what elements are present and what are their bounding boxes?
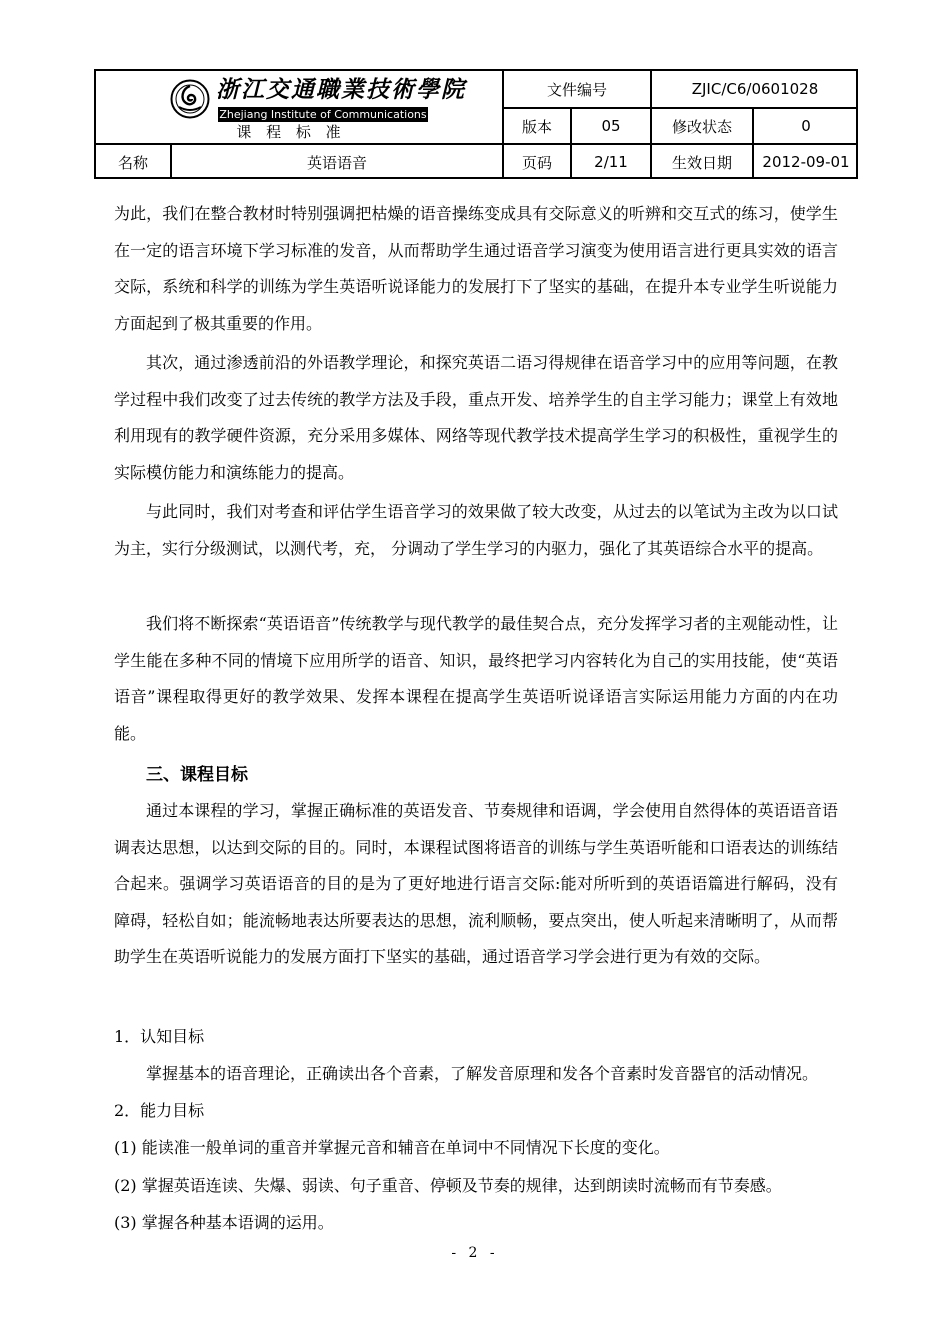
paragraph: 与此同时，我们对考查和评估学生语音学习的效果做了较大改变，从过去的以笔试为主改为以口试为主，实行分级测试，以测代考，充， 分调动了学生学习的内驱力，强化了其英语综合水平的提高。 [114,502,838,558]
list-item: (3) 掌握各种基本语调的运用。 [114,1213,334,1232]
doc-no-value: ZJIC/C6/0601028 [691,80,819,98]
standard-label: 课 程 标 准 [236,123,346,141]
doc-no-label: 文件编号 [546,80,607,99]
list-heading: 1．认知目标 [114,1027,205,1046]
page-value: 2/11 [594,153,628,171]
revision-value: 0 [801,117,811,135]
list-item: (2) 掌握英语连读、失爆、弱读、句子重音、停顿及节奏的规律，达到朗读时流畅而有节奏感。 [114,1176,782,1195]
page-number: - 2 - [451,1245,499,1261]
section-heading: 三、课程目标 [146,765,248,785]
paragraph: 通过本课程的学习，掌握正确标准的英语发音、节奏规律和语调，学会使用自然得体的英语语音语调表达思想，以达到交际的目的。同时，本课程试图将语音的训练与学生英语听能和口语表达的训练结合起来。强调学习英语语音的目的是为了更好地进行语言交际:能对所听到的英语语篇进行解码，没有障碍，轻松自如；能流畅地表达所要表达的思想，流利顺畅，要点突出，使人听起来清晰明了，从而帮助学生在英语听说能力的发展方面打下坚实的基础，通过语音学习学会进行更为有效的交际。 [114,801,838,967]
effective-date-value: 2012-09-01 [762,153,850,171]
name-label: 名称 [117,153,148,172]
college-logo [96,71,502,143]
list-heading: 2．能力目标 [114,1101,205,1120]
college-name-en: Zhejiang Institute of Communications [219,108,427,121]
paragraph: 其次，通过渗透前沿的外语教学理论，和探究英语二语习得规律在语音学习中的应用等问题，在教学过程中我们改变了过去传统的教学方法及手段，重点开发、培养学生的自主学习能力；课堂上有效地利用现有的教学硬件资源，充分采用多媒体、网络等现代教学技术提高学生学习的积极性，重视学生的实际模仿能力和演练能力的提高。 [114,353,838,482]
page-label: 页码 [521,153,552,172]
header-table [94,69,858,179]
version-label: 版本 [521,117,552,136]
paragraph: 为此，我们在整合教材时特别强调把枯燥的语音操练变成具有交际意义的听辨和交互式的练习，使学生在一定的语言环境下学习标准的发音，从而帮助学生通过语音学习演变为使用语言进行更具实效的语言交际，系统和科学的训练为学生英语听说译能力的发展打下了坚实的基础，在提升本专业学生听说能力方面起到了极其重要的作用。 [114,204,838,333]
list-item: (1) 能读准一般单词的重音并掌握元音和辅音在单词中不同情况下长度的变化。 [114,1138,670,1157]
effective-date-label: 生效日期 [671,153,732,172]
revision-label: 修改状态 [671,117,732,136]
list-item: 掌握基本的语音理论，正确读出各个音素，了解发音原理和发各个音素时发音器官的活动情况。 [146,1064,819,1083]
college-name-cn: 浙江交通職業技術學院 [216,76,466,103]
version-value: 05 [601,117,621,135]
name-value: 英语语音 [306,153,367,172]
college-emblem-icon [170,79,210,119]
paragraph: 我们将不断探索“英语语音”传统教学与现代教学的最佳契合点，充分发挥学习者的主观能动性，让学生能在多种不同的情境下应用所学的语音、知识，最终把学习内容转化为自己的实用技能，使“英语语音”课程取得更好的教学效果、发挥本课程在提高学生英语听说译语言实际运用能力方面的内在功能。 [114,614,838,743]
